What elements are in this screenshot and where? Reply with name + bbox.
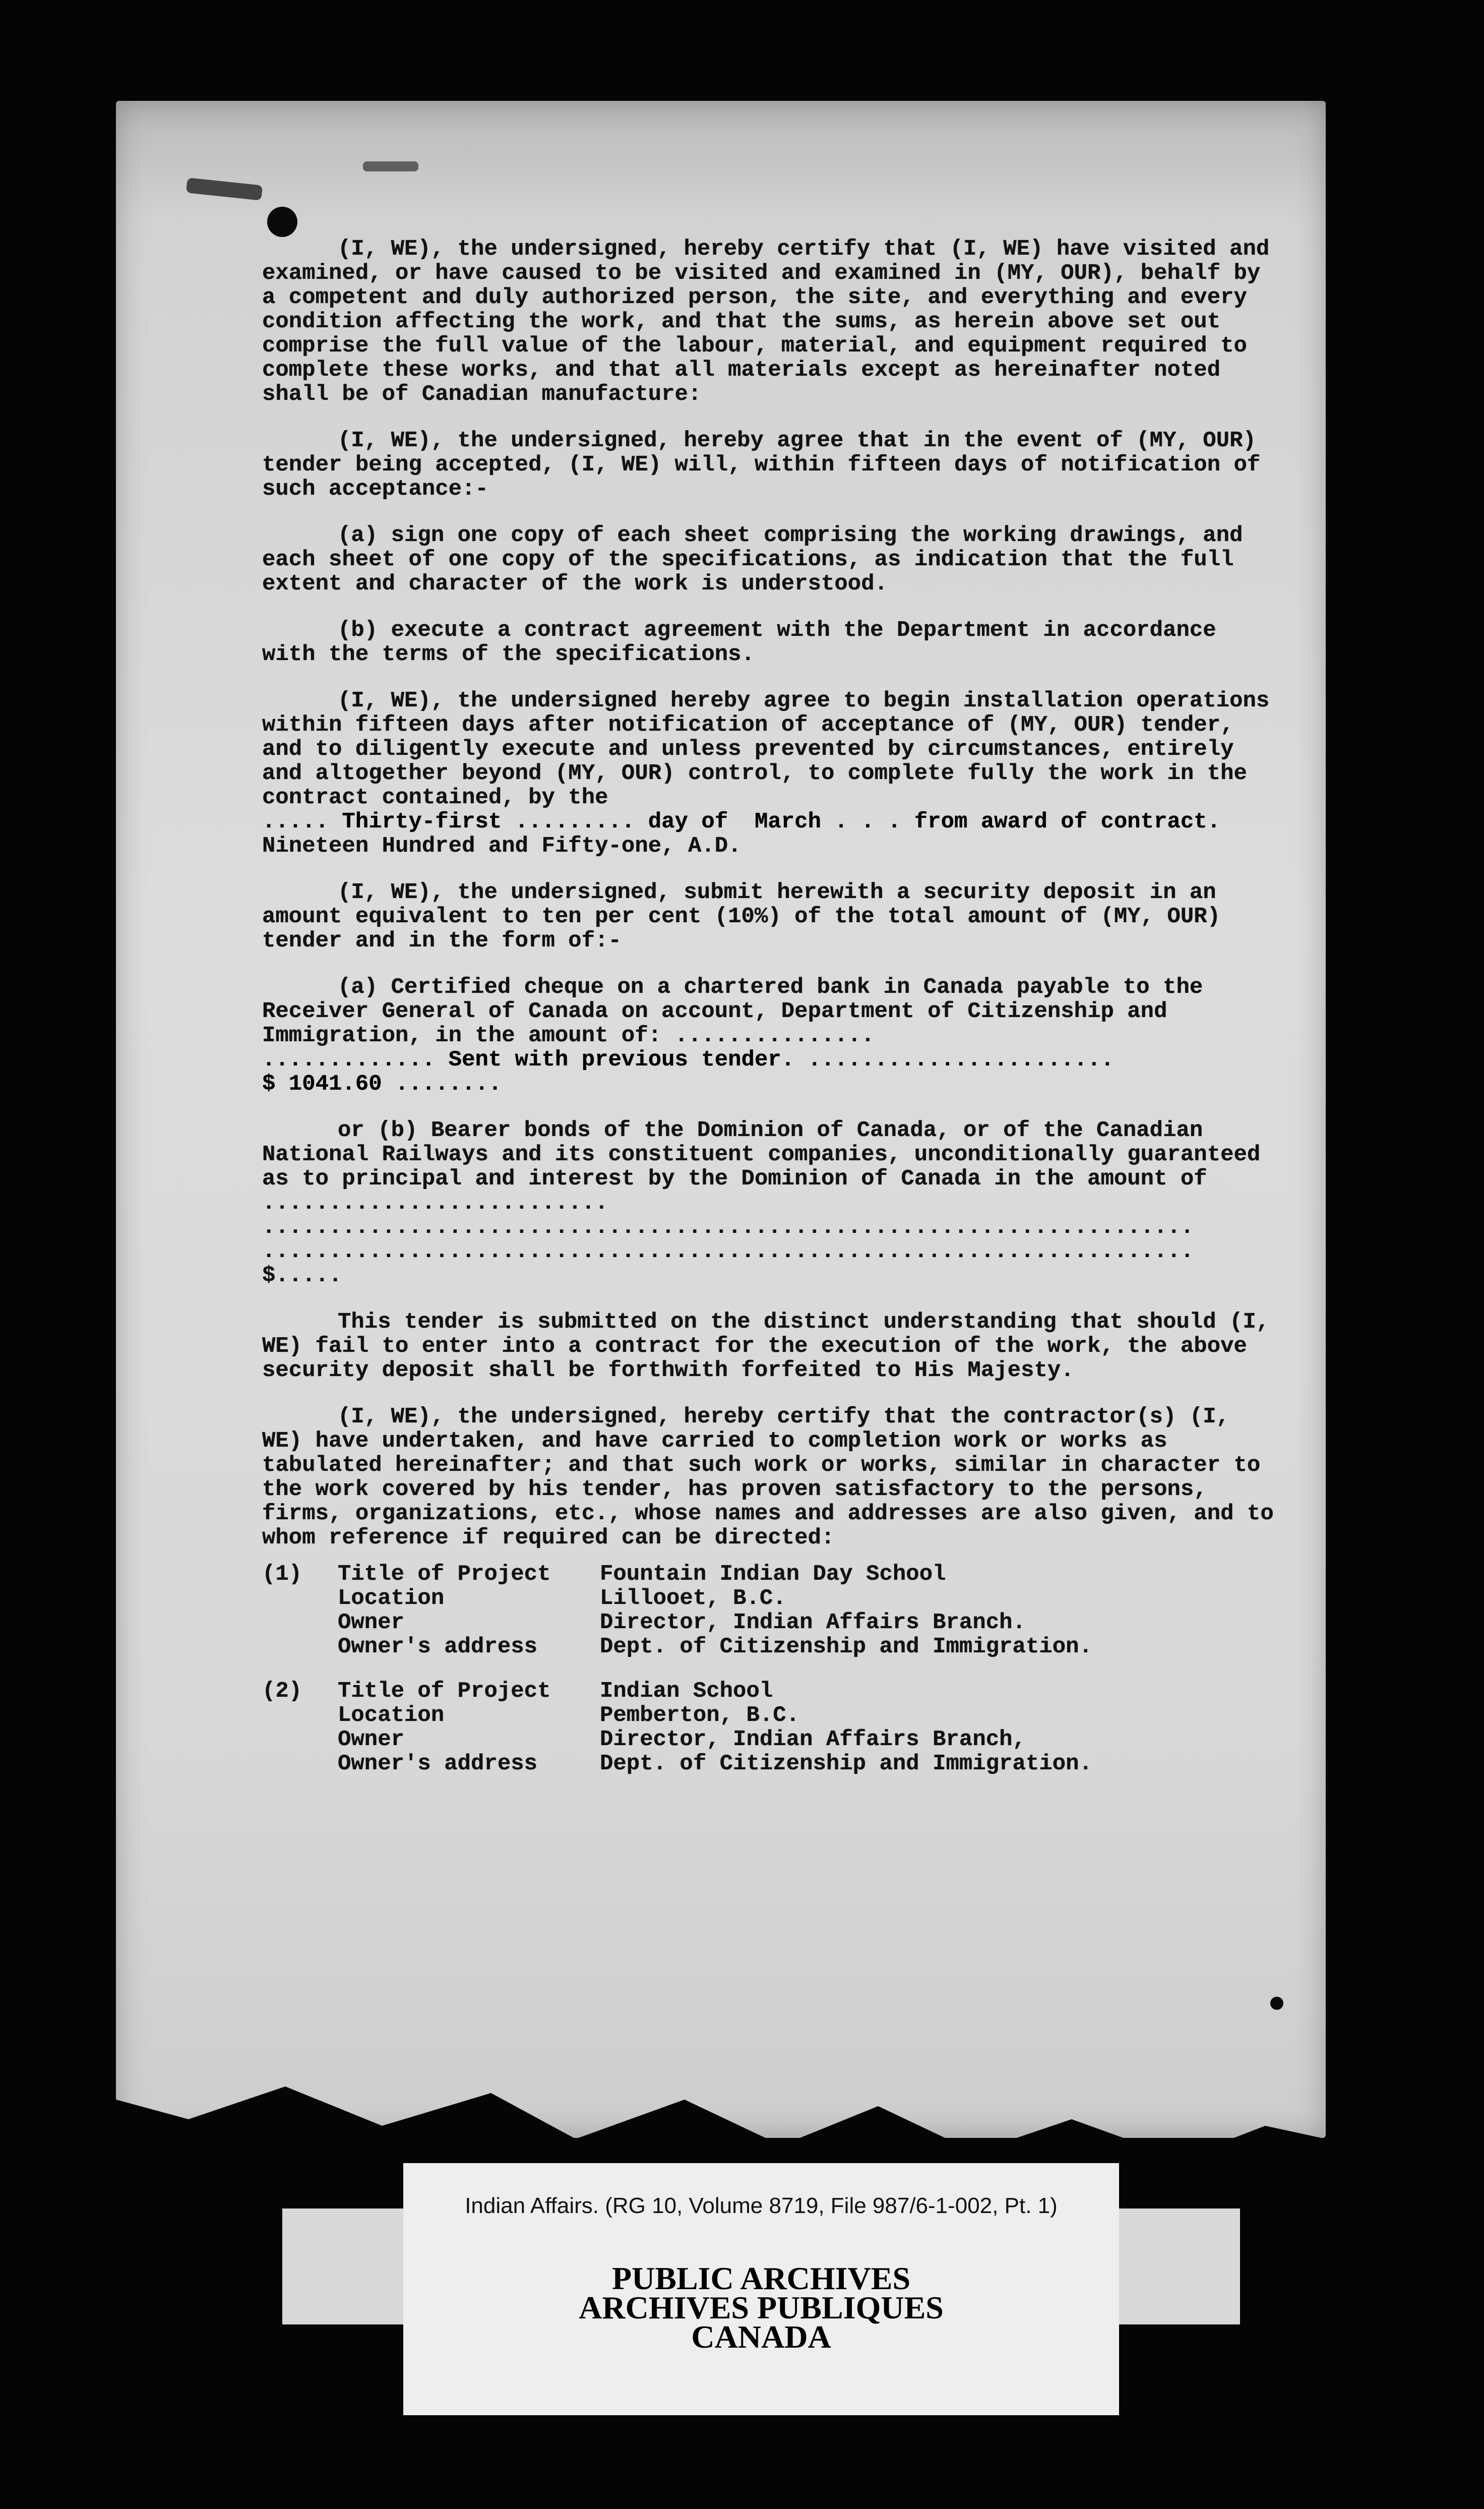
- certify-paragraph: (I, WE), the undersigned, hereby certify that (I, WE) have visited and examined, or have caused to be visited and examined in (MY, OUR), behalf by a competent and duly authorized person, the site, and everything and every condition affecting the work, and that the sums, as herein above set out comprise the full value of the labour, material, and equipment required to complete these works, and that all materials except as hereinafter noted shall be of Canadian manufacture:: [262, 236, 1270, 407]
- archive-label: [403, 2163, 1119, 2415]
- field-value: Lillooet, B.C.: [600, 1586, 786, 1611]
- punch-hole: [267, 207, 297, 237]
- table-row: [262, 1752, 1092, 1776]
- field-label: Title of Project: [338, 1562, 551, 1587]
- clause-a: (a) sign one copy of each sheet comprising the working drawings, and each sheet of one copy of the specifications, as indication that the full extent and character of the work is understood.: [262, 523, 1243, 596]
- table-row: [262, 1610, 1092, 1635]
- field-value: Dept. of Citizenship and Immigration.: [600, 1634, 1092, 1659]
- field-value: Fountain Indian Day School: [600, 1562, 946, 1587]
- forfeit-paragraph: This tender is submitted on the distinct understanding that should (I, WE) fail to enter into a contract for the execution of the work, the above security deposit shall be forthwith forfeited to His Majesty.: [262, 1309, 1270, 1383]
- agree-paragraph: (I, WE), the undersigned, hereby agree that in the event of (MY, OUR) tender being accepted, (I, WE) will, within fifteen days of notification of such acceptance:-: [262, 428, 1261, 502]
- table-row: [262, 1703, 1092, 1727]
- bonds-dots-2: ......................................................................: [262, 1239, 1194, 1264]
- field-value: Director, Indian Affairs Branch.: [600, 1610, 1026, 1635]
- field-label: Owner's address: [338, 1634, 538, 1659]
- field-value: Director, Indian Affairs Branch,: [600, 1727, 1026, 1752]
- installation-paragraph: (I, WE), the undersigned hereby agree to begin installation operations within fifteen days after notification of acceptance of (MY, OUR) tender, and to diligently execute and unless prevented by circumstances, entirely and altogether beyond (MY, OUR) control, to complete fully the work in the contract contained, by the: [262, 688, 1270, 810]
- field-value: Indian School: [600, 1679, 773, 1704]
- references-paragraph: (I, WE), the undersigned, hereby certify that the contractor(s) (I, WE) have undertaken, and have carried to completion work or works as tabulated hereinafter; and that such work or works, similar in character to the work covered by his tender, has proven satisfactory to the persons, firms, organizations, etc., whose names and addresses are also given, and to whom reference if required can be directed:: [262, 1404, 1274, 1550]
- table-row: [262, 1727, 1092, 1752]
- archive-line-1: PUBLIC ARCHIVES: [611, 2260, 911, 2296]
- field-label: Location: [338, 1703, 445, 1728]
- completion-year-line: Nineteen Hundred and Fifty-one, A.D.: [262, 833, 741, 859]
- completion-date-line: ..... Thirty-first ......... day of March . . . from award of contract.: [262, 809, 1221, 834]
- project-references-table: [262, 1562, 1092, 1776]
- project-number: (1): [262, 1562, 302, 1587]
- cheque-note: ............. Sent with previous tender. .......................: [262, 1047, 1114, 1072]
- archive-line-3: CANADA: [691, 2319, 831, 2355]
- ink-dot: [1270, 1997, 1283, 2010]
- project-number: (2): [262, 1679, 302, 1704]
- archive-name: [403, 2260, 1119, 2355]
- field-label: Owner's address: [338, 1751, 538, 1776]
- table-row: [262, 1635, 1092, 1659]
- ink-smudge: [363, 161, 418, 171]
- field-value: Dept. of Citizenship and Immigration.: [600, 1751, 1092, 1776]
- bonds-option: or (b) Bearer bonds of the Dominion of Canada, or of the Canadian National Railways and its constituent companies, unconditionally guaranteed as to principal and interest by the Dominion of Canada in the amount of ..........................: [262, 1118, 1261, 1216]
- field-label: Location: [338, 1586, 445, 1611]
- cheque-option: (a) Certified cheque on a chartered bank in Canada payable to the Receiver General of Canada on account, Department of Citizenship and Immigration, in the amount of: ...............: [262, 975, 1203, 1048]
- label-tab: [1119, 2208, 1240, 2324]
- archive-line-2: ARCHIVES PUBLIQUES: [579, 2290, 944, 2325]
- bonds-dots: ......................................................................: [262, 1215, 1194, 1240]
- label-tab: [282, 2208, 403, 2324]
- field-label: Owner: [338, 1610, 405, 1635]
- tender-text: [262, 237, 1280, 1776]
- cheque-amount: $ 1041.60 ........: [262, 1071, 502, 1097]
- table-row: [262, 1562, 1092, 1586]
- archive-reference: Indian Affairs. (RG 10, Volume 8719, File 987/6-1-002, Pt. 1): [465, 2193, 1058, 2218]
- field-value: Pemberton, B.C.: [600, 1703, 800, 1728]
- field-label: Owner: [338, 1727, 405, 1752]
- table-row: [262, 1679, 1092, 1703]
- table-row: [262, 1586, 1092, 1610]
- clause-b: (b) execute a contract agreement with the Department in accordance with the terms of the specifications.: [262, 618, 1216, 667]
- bonds-amount: $.....: [262, 1263, 342, 1288]
- field-label: Title of Project: [338, 1679, 551, 1704]
- security-deposit-paragraph: (I, WE), the undersigned, submit herewith a security deposit in an amount equivalent to ten per cent (10%) of the total amount of (MY, OUR) tender and in the form of:-: [262, 880, 1221, 953]
